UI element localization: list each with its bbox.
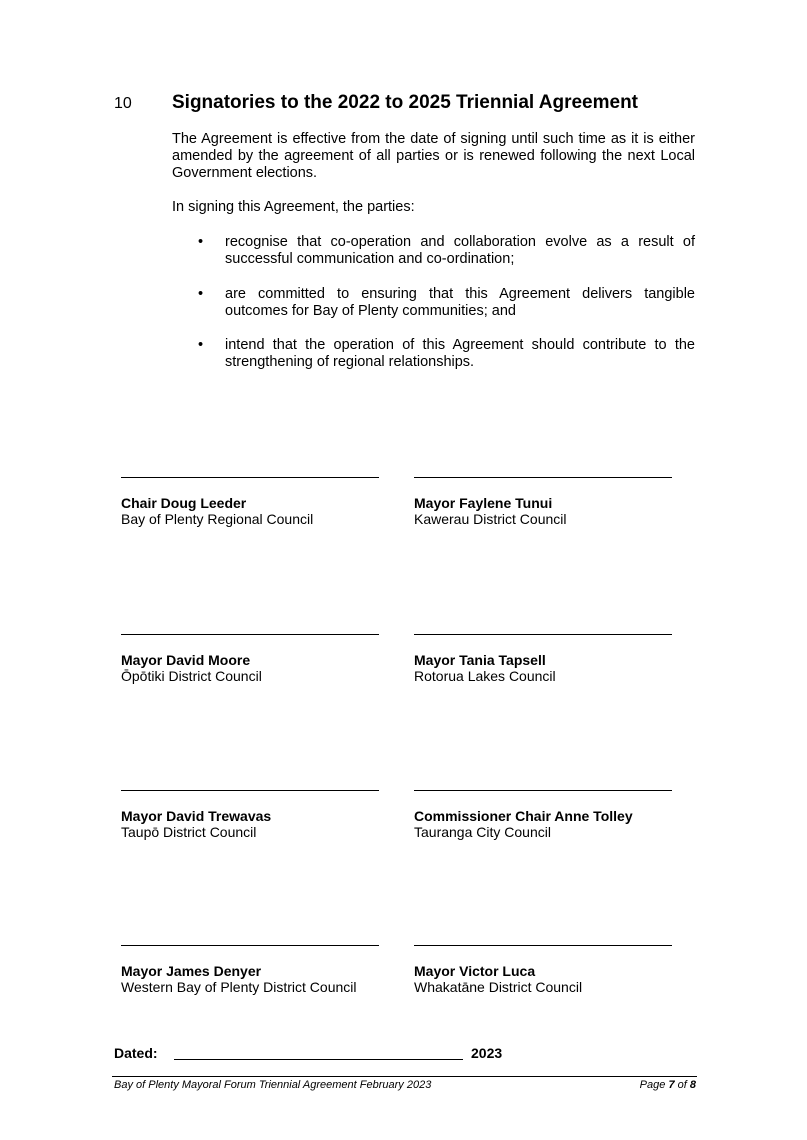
signature-line	[414, 945, 672, 946]
bullet-text: are committed to ensuring that this Agreement delivers tangible outcomes for Bay of Plenty communities; and	[225, 286, 695, 319]
signature-block	[414, 477, 676, 527]
signatory-organisation: Whakatāne District Council	[414, 979, 583, 995]
footer-divider	[112, 1076, 697, 1077]
signatory-organisation: Taupō District Council	[121, 824, 257, 840]
signatory-name: Mayor David Moore	[121, 652, 251, 668]
signature-line	[414, 634, 672, 635]
signature-line	[121, 477, 379, 478]
signature-line	[414, 477, 672, 478]
footer-document-title: Bay of Plenty Mayoral Forum Triennial Agreement February 2023	[114, 1079, 432, 1091]
signature-line	[414, 790, 672, 791]
bullet-item	[198, 234, 695, 268]
signature-line	[121, 945, 379, 946]
signature-block	[414, 790, 676, 840]
page-of: of	[677, 1079, 687, 1091]
signatory-organisation: Western Bay of Plenty District Council	[121, 979, 357, 995]
page-total: 8	[689, 1079, 696, 1091]
bullet-item	[198, 337, 695, 371]
page-current: 7	[668, 1079, 675, 1091]
section-number: 10	[114, 95, 132, 112]
signatory-name: Mayor Tania Tapsell	[414, 652, 546, 668]
date-line	[174, 1059, 463, 1060]
signatory-organisation: Rotorua Lakes Council	[414, 668, 556, 684]
effective-paragraph: The Agreement is effective from the date of signing until such time as it is either amended by the agreement of all parties or is renewed following the next Local Government elections.	[172, 131, 695, 181]
bullet-glyph: •	[198, 337, 204, 353]
signature-block	[121, 634, 383, 684]
bullet-glyph: •	[198, 234, 204, 250]
signature-line	[121, 790, 379, 791]
signatory-name: Mayor Faylene Tunui	[414, 495, 553, 511]
section-title: Signatories to the 2022 to 2025 Triennial Agreement	[172, 92, 639, 113]
bullet-glyph: •	[198, 286, 204, 302]
signatory-organisation: Ōpōtiki District Council	[121, 668, 262, 684]
dated-label: Dated:	[114, 1045, 158, 1061]
signatory-name: Mayor James Denyer	[121, 963, 262, 979]
signature-line	[121, 634, 379, 635]
signature-block	[121, 477, 383, 527]
dated-year: 2023	[471, 1045, 503, 1061]
signature-block	[414, 945, 676, 995]
signatory-name: Mayor Victor Luca	[414, 963, 536, 979]
signatory-organisation: Kawerau District Council	[414, 511, 567, 527]
signatory-name: Chair Doug Leeder	[121, 495, 247, 511]
signatory-organisation: Bay of Plenty Regional Council	[121, 511, 314, 527]
intro-paragraph: In signing this Agreement, the parties:	[172, 199, 415, 215]
signatory-name: Commissioner Chair Anne Tolley	[414, 808, 633, 824]
bullet-item	[198, 286, 695, 320]
signatory-name: Mayor David Trewavas	[121, 808, 272, 824]
page-prefix: Page	[639, 1079, 666, 1091]
bullet-text: recognise that co-operation and collaboration evolve as a result of successful communication and co-ordination;	[225, 234, 695, 267]
signature-block	[121, 790, 383, 840]
footer-page-number	[640, 1079, 696, 1091]
bullet-text: intend that the operation of this Agreement should contribute to the strengthening of regional relationships.	[225, 337, 695, 370]
signatory-organisation: Tauranga City Council	[414, 824, 551, 840]
signature-block	[414, 634, 676, 684]
signature-block	[121, 945, 383, 995]
